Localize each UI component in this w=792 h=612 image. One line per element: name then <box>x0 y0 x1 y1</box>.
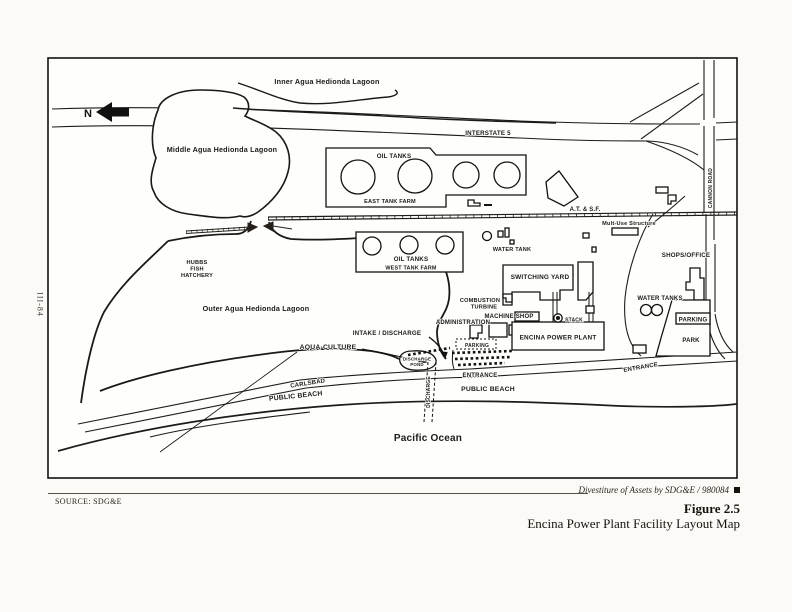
label-power-plant: ENCINA POWER PLANT <box>519 334 597 342</box>
label-interstate: INTERSTATE 5 <box>465 130 511 137</box>
label-park: PARK <box>682 338 700 344</box>
label-hubbs-2: FISH <box>190 266 204 273</box>
label-railroad: A.T. & S.F. <box>569 207 601 213</box>
figure-title: Encina Power Plant Facility Layout Map <box>527 516 740 531</box>
footer-square-marker <box>734 487 740 493</box>
label-aqua-culture: AQUA-CULTURE <box>299 344 357 351</box>
label-intake-discharge: INTAKE / DISCHARGE <box>352 330 422 337</box>
label-oil-tanks-east: OIL TANKS <box>376 153 412 160</box>
label-entrance-west: ENTRANCE <box>462 373 498 379</box>
label-combustion: COMBUSTION <box>459 298 501 304</box>
label-entrance-east: ENTRANCE <box>623 362 659 375</box>
label-west-tank-farm: WEST TANK FARM <box>385 265 437 272</box>
document-reference-text: Divestiture of Assets by SDG&E / 980084 <box>578 485 729 495</box>
label-machine-shop: MACHINE SHOP <box>484 314 534 320</box>
label-pacific-ocean: Pacific Ocean <box>393 433 463 444</box>
label-shops-office: SHOPS/OFFICE <box>661 252 711 259</box>
page-number: III-84 <box>35 292 45 317</box>
label-oil-tanks-west: OIL TANKS <box>393 256 429 263</box>
label-outer-lagoon: Outer Agua Hedionda Lagoon <box>202 304 310 313</box>
footer-rule <box>48 493 588 494</box>
label-public-beach-west: PUBLIC BEACH <box>268 390 323 403</box>
label-water-tanks: WATER TANKS <box>637 296 683 302</box>
document-reference <box>579 485 741 495</box>
label-turbine: TURBINE <box>470 304 498 311</box>
label-discharge-channel: DISCHARGE <box>426 376 432 408</box>
label-hubbs-1: HUBBS <box>186 260 208 266</box>
label-switching-yard: SWITCHING YARD <box>510 274 570 281</box>
label-carlsbad: CARLSBAD <box>289 378 326 390</box>
label-discharge-pond-2: POND <box>410 362 424 367</box>
label-middle-lagoon: Middle Agua Hedionda Lagoon <box>166 145 278 154</box>
source-note: SOURCE: SDG&E <box>55 497 122 506</box>
label-administration: ADMINISTRATION <box>435 320 491 326</box>
label-discharge-pond-1: DISCHARGE <box>402 356 432 362</box>
label-stack: STACK <box>565 317 583 324</box>
label-hubbs-3: HATCHERY <box>180 273 214 279</box>
label-cannon-road: CANNON ROAD <box>708 167 714 209</box>
label-inner-lagoon: Inner Agua Hedionda Lagoon <box>274 77 380 86</box>
label-multi-use: Mult-Use Structure <box>602 221 656 227</box>
label-parking-plant: PARKING <box>464 343 490 349</box>
label-public-beach-east: PUBLIC BEACH <box>461 386 515 393</box>
label-east-tank-farm: EAST TANK FARM <box>364 199 416 205</box>
figure-label: Figure 2.5 <box>683 501 740 516</box>
label-water-tank: WATER TANK <box>492 247 532 253</box>
north-label: N <box>84 108 92 120</box>
label-parking-east: PARKING <box>678 317 708 324</box>
